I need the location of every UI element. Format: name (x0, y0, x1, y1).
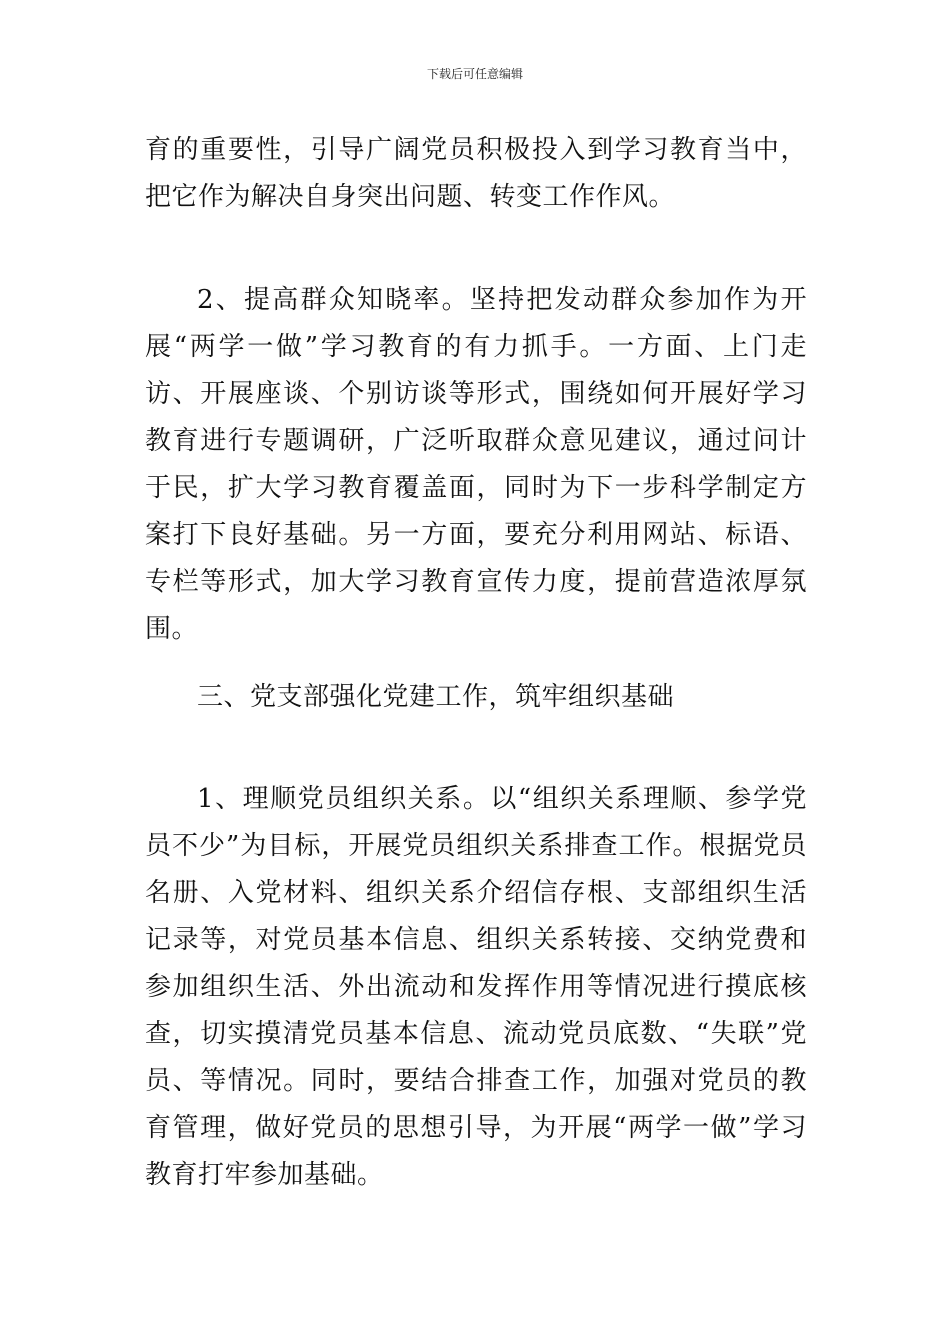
section-heading-three (145, 674, 807, 721)
paragraph-raise-awareness (145, 277, 807, 653)
paragraph-text: 2、提高群众知晓率。坚持把发动群众参加作为开展“两学一做”学习教育的有力抓手。一方面、上门走访、开展座谈、个别访谈等形式，围绕如何开展好学习教育进行专题调研，广泛听取群众意见建议，通过问计于民，扩大学习教育覆盖面，同时为下一步科学制定方案打下良好基础。另一方面，要充分利用网站、标语、专栏等形式，加大学习教育宣传力度，提前营造浓厚氛围。 (145, 285, 807, 644)
paragraph-text: 1、理顺党员组织关系。以“组织关系理顺、参学党员不少”为目标，开展党员组织关系排查工作。根据党员名册、入党材料、组织关系介绍信存根、支部组织生活记录等，对党员基本信息、组织关系转接、交纳党费和参加组织生活、外出流动和发挥作用等情况进行摸底核查，切实摸清党员基本信息、流动党员底数、“失联”党员、等情况。同时，要结合排查工作，加强对党员的教育管理，做好党员的思想引导，为开展“两学一做”学习教育打牢参加基础。 (145, 784, 807, 1190)
paragraph-text: 育的重要性，引导广阔党员积极投入到学习教育当中，把它作为解决自身突出问题、转变工作作风。 (145, 135, 807, 212)
paragraph-continuation (145, 127, 807, 221)
paragraph-organize-relations (145, 776, 807, 1199)
section-heading-text: 三、党支部强化党建工作，筑牢组织基础 (197, 682, 675, 712)
header-note: 下载后可任意编辑 (426, 67, 523, 81)
